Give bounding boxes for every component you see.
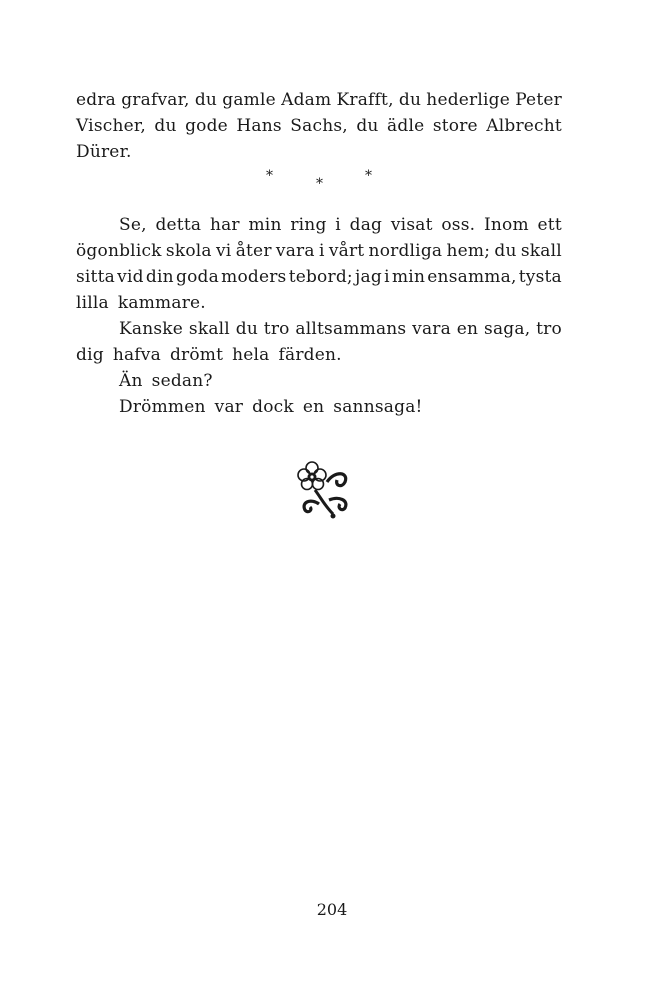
- word: du: [154, 116, 177, 136]
- word: har: [209, 215, 240, 235]
- word: edra: [76, 90, 117, 110]
- text-line: [76, 87, 562, 113]
- text-line: [76, 342, 562, 368]
- word: Sachs,: [290, 116, 348, 136]
- word: hem;: [446, 241, 491, 261]
- word: hela: [232, 345, 270, 365]
- word: dig: [76, 345, 104, 365]
- word: en: [302, 397, 325, 417]
- word: saga,: [484, 319, 531, 339]
- word: vi: [216, 241, 232, 261]
- word: Inom: [483, 215, 529, 235]
- word: Kanske: [119, 319, 184, 339]
- text-line: [76, 238, 562, 264]
- closing-paragraphs: [76, 212, 562, 420]
- text-line: [76, 139, 562, 165]
- opening-paragraph: [76, 87, 562, 165]
- word: åter: [235, 241, 272, 261]
- word: i: [384, 267, 390, 287]
- word: Krafft,: [336, 90, 394, 110]
- word: var: [214, 397, 244, 417]
- page-number: 204: [316, 900, 348, 919]
- word: skall: [188, 319, 230, 339]
- word: goda: [175, 267, 219, 287]
- word: hafva: [112, 345, 161, 365]
- word: gamle: [222, 90, 276, 110]
- text-line: [76, 212, 562, 238]
- word: du: [356, 116, 379, 136]
- word: Än: [119, 371, 143, 391]
- word: hederlige: [426, 90, 510, 110]
- word: vårt: [328, 241, 365, 261]
- flower-ornament-icon: [295, 460, 355, 522]
- word: du: [194, 90, 218, 110]
- text-line: [76, 264, 562, 290]
- word: i: [318, 241, 325, 261]
- word: vid: [117, 267, 144, 287]
- word: Albrecht: [486, 116, 562, 136]
- word: nordliga: [368, 241, 443, 261]
- word: sedan?: [151, 371, 213, 391]
- word: du: [494, 241, 517, 261]
- word: Vischer,: [76, 116, 146, 136]
- word: skall: [520, 241, 562, 261]
- text-line: [76, 316, 562, 342]
- word: sitta: [76, 267, 115, 287]
- word: ädle: [387, 116, 425, 136]
- word: du: [235, 319, 258, 339]
- text-line: [76, 290, 562, 316]
- word: färden.: [278, 345, 342, 365]
- word: i: [335, 215, 341, 235]
- word: gode: [185, 116, 228, 136]
- word: oss.: [441, 215, 476, 235]
- word: ögonblick: [76, 241, 162, 261]
- word: Hans: [236, 116, 282, 136]
- word: store: [432, 116, 478, 136]
- word: visat: [390, 215, 433, 235]
- word: Se,: [119, 215, 147, 235]
- word: ensamma,: [427, 267, 517, 287]
- word: tysta: [518, 267, 562, 287]
- text-line: [76, 394, 562, 420]
- word: Peter: [515, 90, 562, 110]
- word: tebord;: [288, 267, 353, 287]
- word: tro: [536, 319, 562, 339]
- word: min: [248, 215, 282, 235]
- word: grafvar,: [121, 90, 190, 110]
- asterisk: *: [316, 176, 323, 192]
- word: skola: [165, 241, 212, 261]
- word: kammare.: [117, 293, 206, 313]
- word: din: [145, 267, 174, 287]
- word: dag: [349, 215, 383, 235]
- word: min: [391, 267, 426, 287]
- word: vara: [412, 319, 451, 339]
- word: detta: [155, 215, 202, 235]
- word: alltsammans: [295, 319, 407, 339]
- word: du: [398, 90, 422, 110]
- asterisk: *: [365, 168, 372, 184]
- word: ring: [290, 215, 327, 235]
- word: lilla: [76, 293, 109, 313]
- word: Adam: [281, 90, 332, 110]
- word: en: [456, 319, 479, 339]
- word: ett: [537, 215, 562, 235]
- word: drömt: [169, 345, 224, 365]
- section-break-asterism: [0, 166, 664, 196]
- word: Dürer.: [76, 142, 132, 162]
- word: tro: [263, 319, 290, 339]
- word: jag: [355, 267, 382, 287]
- word: sannsaga!: [333, 397, 423, 417]
- word: dock: [252, 397, 294, 417]
- word: Drömmen: [119, 397, 206, 417]
- text-line: [76, 368, 562, 394]
- word: moders: [221, 267, 287, 287]
- text-line: [76, 113, 562, 139]
- word: vara: [275, 241, 315, 261]
- asterisk: *: [266, 168, 273, 184]
